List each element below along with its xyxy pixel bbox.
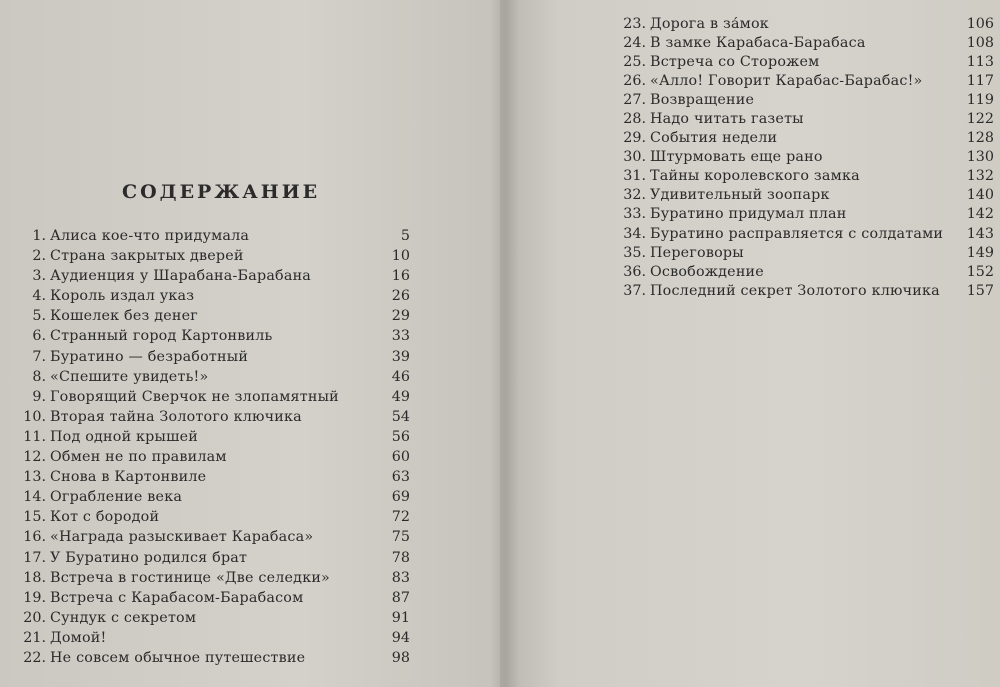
chapter-number: 10. <box>23 408 46 425</box>
chapter-number: 1. <box>32 228 46 244</box>
page-number: 130 <box>966 149 994 166</box>
chapter-number: 3. <box>32 268 46 285</box>
chapter-number: 29. <box>623 130 646 147</box>
chapter-title: Кошелек без денег <box>50 308 199 325</box>
page-number: 26 <box>391 288 410 305</box>
chapter-title: Встреча в гостинице «Две селедки» <box>50 569 330 586</box>
chapter-number: 30. <box>623 149 646 166</box>
chapter-title: Удивительный зоопарк <box>650 187 830 204</box>
toc-entry <box>6 266 410 286</box>
toc-entry <box>6 246 410 266</box>
chapter-number: 12. <box>23 449 46 466</box>
page-number: 54 <box>391 408 410 425</box>
book-gutter <box>490 0 520 687</box>
chapter-title: Под одной крышей <box>50 428 198 445</box>
chapter-title: «Награда разыскивает Карабаса» <box>50 529 314 546</box>
toc-entry <box>6 427 410 447</box>
chapter-number: 31. <box>623 168 646 185</box>
page-number: 5 <box>400 228 410 244</box>
toc-entry <box>6 588 410 608</box>
chapter-title: Дорога в за́мок <box>650 16 769 32</box>
page-number: 46 <box>391 368 410 385</box>
toc-entry <box>618 15 994 34</box>
chapter-number: 8. <box>32 368 46 385</box>
toc-entry <box>618 244 994 263</box>
chapter-title: У Буратино родился брат <box>50 549 248 566</box>
page-number: 119 <box>966 92 994 109</box>
chapter-number: 27. <box>623 92 646 109</box>
chapter-title: В замке Карабаса-Барабаса <box>650 35 866 52</box>
chapter-number: 4. <box>32 288 46 305</box>
toc-entry <box>6 548 410 568</box>
chapter-title: Буратино расправляется с солдатами <box>650 225 944 242</box>
chapter-title: Тайны королевского замка <box>650 168 860 185</box>
chapter-number: 34. <box>623 225 646 242</box>
chapter-number: 7. <box>32 348 46 365</box>
toc-entry <box>6 568 410 588</box>
page-number: 83 <box>391 569 410 586</box>
toc-entry <box>618 34 994 53</box>
toc-entry <box>6 467 410 487</box>
chapter-title: Возвращение <box>650 92 755 109</box>
chapter-title: «Спешите увидеть!» <box>50 368 209 385</box>
chapter-number: 26. <box>623 73 646 90</box>
chapter-title: Домой! <box>50 629 107 646</box>
page-number: 108 <box>966 35 994 52</box>
toc-entry <box>6 447 410 467</box>
chapter-title: Обмен не по правилам <box>50 449 227 466</box>
page-number: 49 <box>391 388 410 405</box>
page-number: 132 <box>966 168 994 185</box>
page-number: 16 <box>391 268 410 285</box>
chapter-title: Алиса кое-что придумала <box>50 228 250 244</box>
page-number: 157 <box>966 282 994 299</box>
page-number: 56 <box>391 428 410 445</box>
toc-entry <box>618 148 994 167</box>
toc-entry <box>6 487 410 507</box>
toc-entry <box>6 648 410 668</box>
toc-entry <box>6 507 410 527</box>
page-number: 142 <box>966 206 994 223</box>
toc-entry <box>618 205 994 224</box>
page-number: 94 <box>391 629 410 646</box>
toc-entry <box>6 286 410 306</box>
chapter-number: 35. <box>623 244 646 261</box>
chapter-number: 21. <box>23 629 46 646</box>
toc-entry <box>618 91 994 110</box>
page-number: 39 <box>391 348 410 365</box>
toc-entry <box>6 226 410 246</box>
toc-entry <box>6 527 410 547</box>
page-number: 117 <box>966 73 994 90</box>
chapter-title: Надо читать газеты <box>650 111 804 128</box>
toc-entry <box>618 53 994 72</box>
page-number: 122 <box>966 111 994 128</box>
page-number: 10 <box>391 248 410 265</box>
chapter-title: Буратино придумал план <box>650 206 847 223</box>
page-number: 33 <box>391 328 410 345</box>
chapter-number: 19. <box>23 589 46 606</box>
chapter-number: 9. <box>32 388 46 405</box>
toc-entry <box>618 167 994 186</box>
chapter-title: «Алло! Говорит Карабас-Барабас!» <box>650 73 923 90</box>
toc-entry <box>6 387 410 407</box>
chapter-title: Встреча с Карабасом-Барабасом <box>50 589 304 606</box>
chapter-number: 18. <box>23 569 46 586</box>
toc-entry <box>618 129 994 148</box>
page-number: 72 <box>391 509 410 526</box>
toc-entry <box>6 326 410 346</box>
toc-title: СОДЕРЖАНИЕ <box>122 181 321 203</box>
toc-entry <box>6 628 410 648</box>
toc-list-right <box>618 15 994 301</box>
chapter-number: 14. <box>23 489 46 506</box>
page-number: 75 <box>391 529 410 546</box>
chapter-number: 22. <box>23 649 46 666</box>
chapter-number: 24. <box>623 35 646 52</box>
chapter-title: Кот с бородой <box>50 509 160 526</box>
chapter-number: 16. <box>23 529 46 546</box>
page-number: 113 <box>966 54 994 71</box>
chapter-title: Встреча со Сторожем <box>650 54 820 71</box>
chapter-title: Ограбление века <box>50 489 183 506</box>
page-number: 140 <box>966 187 994 204</box>
toc-entry <box>6 347 410 367</box>
page-number: 98 <box>391 649 410 666</box>
chapter-title: Переговоры <box>650 244 744 261</box>
chapter-number: 25. <box>623 54 646 71</box>
toc-entry <box>6 367 410 387</box>
chapter-title: Аудиенция у Шарабана-Барабана <box>50 268 312 285</box>
chapter-number: 5. <box>32 308 46 325</box>
chapter-title: Сундук с секретом <box>50 609 197 626</box>
toc-entry <box>618 263 994 282</box>
chapter-number: 37. <box>623 282 646 299</box>
chapter-number: 13. <box>23 469 46 486</box>
chapter-number: 28. <box>623 111 646 128</box>
toc-list-left <box>6 226 410 668</box>
page-number: 106 <box>966 16 994 32</box>
chapter-title: Буратино — безработный <box>50 348 249 365</box>
page-number: 87 <box>391 589 410 606</box>
page-number: 69 <box>391 489 410 506</box>
chapter-number: 23. <box>623 16 646 32</box>
chapter-title: Последний секрет Золотого ключика <box>650 282 940 299</box>
chapter-title: Страна закрытых дверей <box>50 248 244 265</box>
page-number: 143 <box>966 225 994 242</box>
toc-entry <box>618 186 994 205</box>
chapter-title: Странный город Картонвиль <box>50 328 273 345</box>
toc-entry <box>618 282 994 301</box>
chapter-number: 15. <box>23 509 46 526</box>
chapter-title: События недели <box>650 130 778 147</box>
page-number: 91 <box>391 609 410 626</box>
page-number: 78 <box>391 549 410 566</box>
chapter-title: Освобождение <box>650 263 764 280</box>
chapter-title: Вторая тайна Золотого ключика <box>50 408 302 425</box>
chapter-number: 33. <box>623 206 646 223</box>
toc-entry <box>6 407 410 427</box>
page-number: 152 <box>966 263 994 280</box>
chapter-number: 11. <box>23 428 46 445</box>
toc-entry <box>6 306 410 326</box>
chapter-title: Говорящий Сверчок не злопамятный <box>50 388 339 405</box>
toc-entry <box>618 72 994 91</box>
chapter-number: 36. <box>623 263 646 280</box>
toc-entry <box>6 608 410 628</box>
chapter-number: 32. <box>623 187 646 204</box>
chapter-number: 17. <box>23 549 46 566</box>
page-number: 29 <box>391 308 410 325</box>
chapter-number: 6. <box>32 328 46 345</box>
chapter-title: Не совсем обычное путешествие <box>50 649 306 666</box>
page-number: 63 <box>391 469 410 486</box>
chapter-title: Снова в Картонвиле <box>50 469 207 486</box>
chapter-title: Король издал указ <box>50 288 195 305</box>
chapter-number: 2. <box>32 248 46 265</box>
chapter-title: Штурмовать еще рано <box>650 149 823 166</box>
toc-entry <box>618 110 994 129</box>
page-number: 128 <box>966 130 994 147</box>
toc-entry <box>618 225 994 244</box>
page-number: 60 <box>391 449 410 466</box>
chapter-number: 20. <box>23 609 46 626</box>
page-number: 149 <box>966 244 994 261</box>
